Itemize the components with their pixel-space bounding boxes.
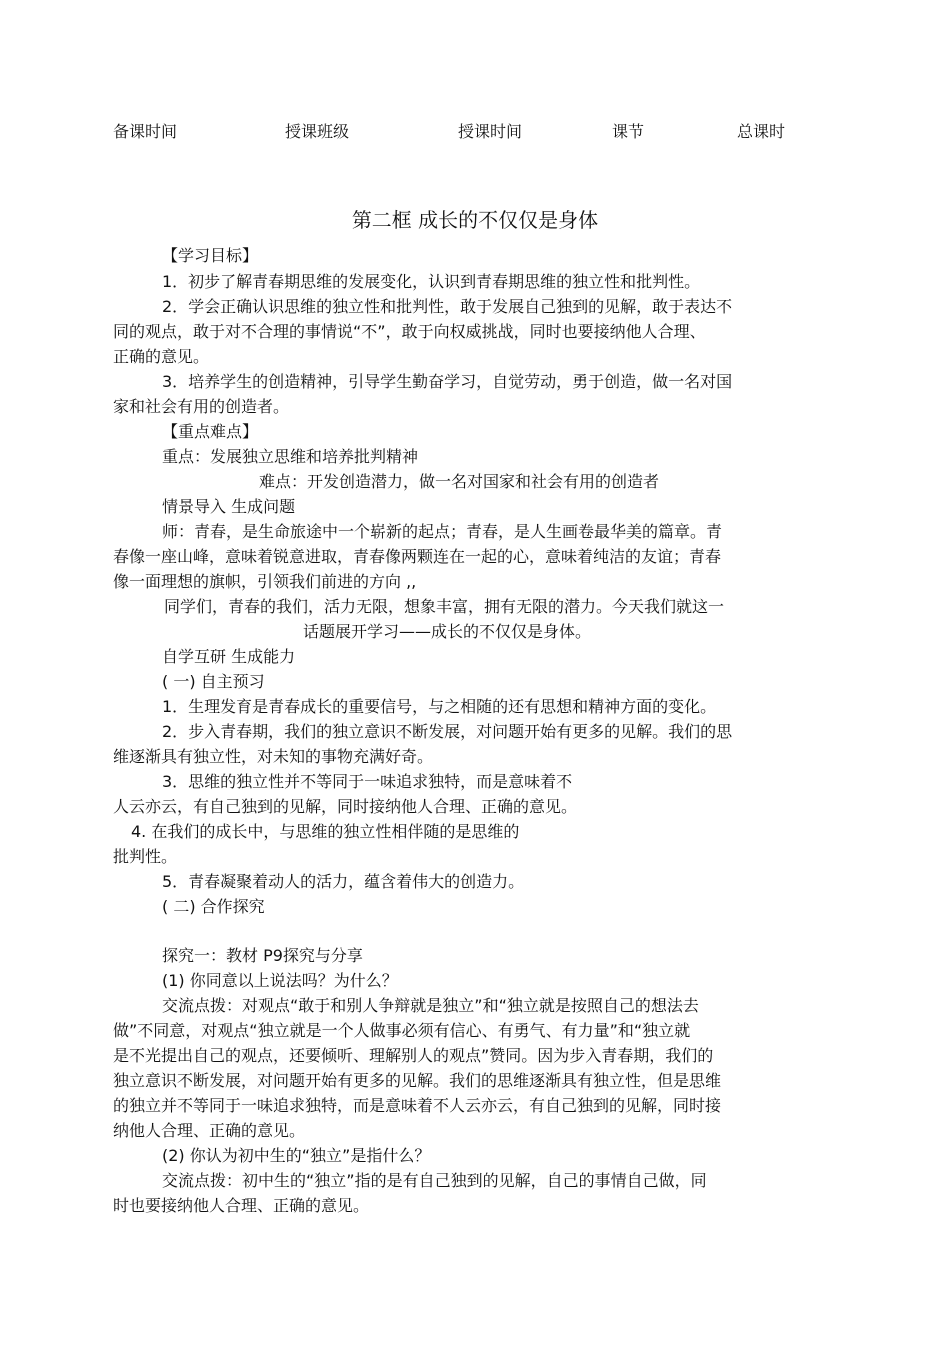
question-line: (1) 你同意以上说法吗？为什么？ bbox=[162, 971, 398, 990]
text-line: 的独立并不等同于一味追求独特，而是意味着不人云亦云，有自己独到的见解，同时接 bbox=[113, 1096, 722, 1115]
text-line: 1．生理发育是青春成长的重要信号，与之相随的还有思想和精神方面的变化。 bbox=[162, 697, 717, 716]
text-line: 话题展开学习——成长的不仅仅是身体。 bbox=[303, 622, 592, 641]
total-hours-label: 总课时 bbox=[737, 122, 786, 141]
prep-time-label: 备课时间 bbox=[113, 122, 178, 141]
text-line: 是不光提出自己的观点，还要倾听、理解别人的观点”赞同。因为步入青春期，我们的 bbox=[113, 1046, 714, 1065]
section-heading-inquiry: 探究一：教材 P9探究与分享 bbox=[162, 946, 363, 965]
section-heading-self-study: 自学互研 生成能力 bbox=[162, 647, 296, 666]
class-label: 授课班级 bbox=[285, 122, 350, 141]
text-line: 5．青春凝聚着动人的活力，蕴含着伟大的创造力。 bbox=[162, 872, 525, 891]
text-line: 1．初步了解青春期思维的发展变化，认识到青春期思维的独立性和批判性。 bbox=[162, 272, 701, 291]
section-heading-key-points: 【重点难点】 bbox=[162, 422, 259, 441]
text-line: 维逐渐具有独立性，对未知的事物充满好奇。 bbox=[113, 747, 434, 766]
text-line: 同学们，青春的我们，活力无限，想象丰富，拥有无限的潜力。今天我们就这一 bbox=[164, 597, 725, 616]
text-line: 纳他人合理、正确的意见。 bbox=[113, 1121, 306, 1140]
text-line: 像一面理想的旗帜，引领我们前进的方向 ,, bbox=[113, 572, 417, 591]
text-line: 春像一座山峰，意味着锐意进取，青春像两颗连在一起的心，意味着纯洁的友谊；青春 bbox=[113, 547, 722, 566]
text-line: 批判性。 bbox=[113, 847, 178, 866]
text-line: 同的观点，敢于对不合理的事情说“不”，敢于向权威挑战，同时也要接纳他人合理、 bbox=[113, 322, 706, 341]
text-line: 家和社会有用的创造者。 bbox=[113, 397, 290, 416]
page-title: 第二框 成长的不仅仅是身体 bbox=[351, 208, 599, 232]
text-line: 师：青春，是生命旅途中一个崭新的起点；青春，是人生画卷最华美的篇章。青 bbox=[162, 522, 723, 541]
text-line: 4. 在我们的成长中，与思维的独立性相伴随的是思维的 bbox=[131, 822, 520, 841]
text-line: 交流点拨：初中生的“独立”指的是有自己独到的见解，自己的事情自己做，同 bbox=[162, 1171, 707, 1190]
text-line: 做”不同意，对观点“独立就是一个人做事必须有信心、有勇气、有力量”和“独立就 bbox=[113, 1021, 691, 1040]
text-line: 正确的意见。 bbox=[113, 347, 210, 366]
text-line: 2．学会正确认识思维的独立性和批判性，敢于发展自己独到的见解，敢于表达不 bbox=[162, 297, 733, 316]
text-line: 人云亦云，有自己独到的见解，同时接纳他人合理、正确的意见。 bbox=[113, 797, 578, 816]
subsection-heading: ( 一) 自主预习 bbox=[162, 672, 265, 691]
text-line: 独立意识不断发展，对问题开始有更多的见解。我们的思维逐渐具有独立性，但是思维 bbox=[113, 1071, 722, 1090]
text-line: 交流点拨：对观点“敢于和别人争辩就是独立”和“独立就是按照自己的想法去 bbox=[162, 996, 699, 1015]
text-line: 难点：开发创造潜力，做一名对国家和社会有用的创造者 bbox=[259, 472, 660, 491]
period-label: 课节 bbox=[612, 122, 645, 141]
teach-time-label: 授课时间 bbox=[458, 122, 523, 141]
text-line: 3．思维的独立性并不等同于一味追求独特，而是意味着不 bbox=[162, 772, 573, 791]
text-line: 时也要接纳他人合理、正确的意见。 bbox=[113, 1196, 370, 1215]
text-line: 重点：发展独立思维和培养批判精神 bbox=[162, 447, 419, 466]
text-line: 3．培养学生的创造精神，引导学生勤奋学习，自觉劳动，勇于创造，做一名对国 bbox=[162, 372, 733, 391]
section-heading-objectives: 【学习目标】 bbox=[162, 246, 259, 265]
text-line: 2．步入青春期，我们的独立意识不断发展，对问题开始有更多的见解。我们的思 bbox=[162, 722, 733, 741]
section-heading-intro: 情景导入 生成问题 bbox=[162, 497, 296, 516]
subsection-heading: ( 二) 合作探究 bbox=[162, 897, 265, 916]
question-line: (2) 你认为初中生的“独立”是指什么？ bbox=[162, 1146, 431, 1165]
